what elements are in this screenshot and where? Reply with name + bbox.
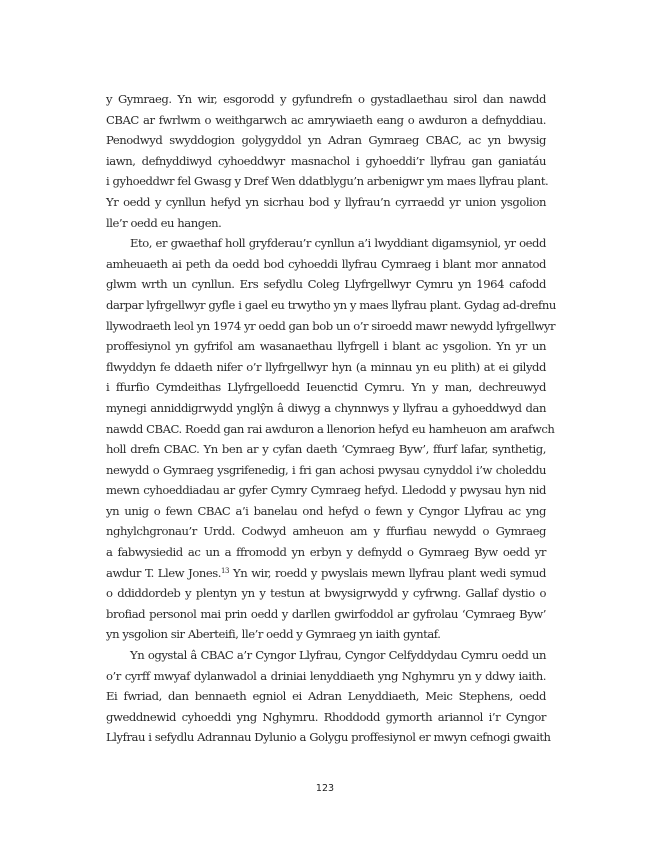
line-text: newydd o Gymraeg ysgrifenedig, i fri gan achosi pwysau cynyddol i’w choleddu xyxy=(106,462,546,477)
text-line xyxy=(106,645,546,666)
line-text: i gyhoeddwr fel Gwasg y Dref Wen ddatblygu’n arbenigwr ym maes llyfrau plant. xyxy=(106,174,549,189)
text-line xyxy=(106,398,546,419)
text-line xyxy=(106,213,546,234)
text-line xyxy=(106,542,546,563)
line-text: Eto, er gwaethaf holl gryfderau’r cynllun a’i lwyddiant digamsyniol, yr oedd xyxy=(130,236,546,251)
text-line xyxy=(106,130,546,151)
text-line xyxy=(106,254,546,275)
text-line xyxy=(106,501,546,522)
text-line xyxy=(106,233,546,254)
text-line xyxy=(106,110,546,131)
line-text: o ddiddordeb y plentyn yn y testun at bwysigrwydd y cyfrwng. Gallaf dystio o xyxy=(106,586,546,601)
line-text: llywodraeth leol yn 1974 yr oedd gan bob un o’r siroedd mawr newydd lyfrgellwyr xyxy=(106,318,556,333)
text-line xyxy=(106,727,551,748)
text-line xyxy=(106,521,546,542)
text-line xyxy=(106,192,546,213)
line-text: gweddnewid cyhoeddi yng Nghymru. Rhoddodd gymorth ariannol i’r Cyngor xyxy=(106,709,546,724)
text-line xyxy=(106,604,546,625)
line-text: iawn, defnyddiwyd cyhoeddwyr masnachol i gyhoeddi’r llyfrau gan ganiatáu xyxy=(106,153,546,168)
line-text: proffesiynol yn gyfrifol am wasanaethau llyfrgell i blant ac ysgolion. Yn yr un xyxy=(106,339,546,354)
line-text: amheuaeth ai peth da oedd bod cyhoeddi llyfrau Cymraeg i blant mor annatod xyxy=(106,256,546,271)
text-line xyxy=(106,439,546,460)
line-text: yn ysgolion sir Aberteifi, lle’r oedd y Gymraeg yn iaith gyntaf. xyxy=(106,627,441,642)
line-text: yn unig o fewn CBAC a’i banelau ond hefyd o fewn y Cyngor Llyfrau ac yng xyxy=(106,503,546,518)
text-line xyxy=(106,563,546,584)
text-line xyxy=(106,583,546,604)
text-line xyxy=(106,707,546,728)
line-text: Yr oedd y cynllun hefyd yn sicrhau bod y llyfrau’n cyrraedd yr union ysgolion xyxy=(106,194,546,209)
line-text: mynegi anniddigrwydd ynglŷn â diwyg a chynnwys y llyfrau a gyhoeddwyd dan xyxy=(106,400,546,415)
line-text: brofiad personol mai prin oedd y darllen gwirfoddol ar gyfrolau ‘Cymraeg Byw’ xyxy=(106,606,546,621)
text-line xyxy=(106,419,555,440)
line-text: mewn cyhoeddiadau ar gyfer Cymry Cymraeg hefyd. Lledodd y pwysau hyn nid xyxy=(106,483,546,498)
text-line xyxy=(106,357,546,378)
line-text: darpar lyfrgellwyr gyfle i gael eu trwytho yn y maes llyfrau plant. Gydag ad-drefnu xyxy=(106,297,556,312)
text-line xyxy=(106,151,546,172)
text-line xyxy=(106,666,546,687)
text-line xyxy=(106,295,556,316)
text-line xyxy=(106,89,546,110)
text-line xyxy=(106,686,546,707)
line-text: a fabwysiedid ac un a ffromodd yn erbyn y defnydd o Gymraeg Byw oedd yr xyxy=(106,545,546,560)
text-line xyxy=(106,336,546,357)
text-line xyxy=(106,274,546,295)
line-text: CBAC ar fwrlwm o weithgarwch ac amrywiaeth eang o awduron a defnyddiau. xyxy=(106,112,546,127)
line-text: lle’r oedd eu hangen. xyxy=(106,215,222,230)
line-text: Penodwyd swyddogion golygyddol yn Adran Gymraeg CBAC, ac yn bwysig xyxy=(106,133,546,148)
line-text: flwyddyn fe ddaeth nifer o’r llyfrgellwyr hyn (a minnau yn eu plith) at ei gilydd xyxy=(106,359,546,374)
line-text: Yn ogystal â CBAC a’r Cyngor Llyfrau, Cyngor Celfyddydau Cymru oedd un xyxy=(130,648,546,663)
line-text: Llyfrau i sefydlu Adrannau Dylunio a Golygu proffesiynol er mwyn cefnogi gwaith xyxy=(106,730,551,745)
line-text: awdur T. Llew Jones. xyxy=(106,565,222,580)
line-text: y Gymraeg. Yn wir, esgorodd y gyfundrefn o gystadlaethau sirol dan nawdd xyxy=(106,92,546,106)
line-text: holl drefn CBAC. Yn ben ar y cyfan daeth ‘Cymraeg Byw’, ffurf lafar, synthetig, xyxy=(106,442,546,457)
line-text: nawdd CBAC. Roedd gan rai awduron a llenorion hefyd eu hamheuon am arafwch xyxy=(106,421,555,436)
page-number: 123 xyxy=(315,783,335,794)
text-line xyxy=(106,480,546,501)
line-text: Ei fwriad, dan bennaeth egniol ei Adran Lenyddiaeth, Meic Stephens, oedd xyxy=(106,689,546,704)
line-text: i ffurfio Cymdeithas Llyfrgelloedd Ieuenctid Cymru. Yn y man, dechreuwyd xyxy=(106,380,546,395)
line-text: glwm wrth un cynllun. Ers sefydlu Coleg Llyfrgellwyr Cymru yn 1964 cafodd xyxy=(106,277,546,292)
line-text-continued: Yn wir, roedd y pwyslais mewn llyfrau plant wedi symud xyxy=(229,565,546,580)
line-text: o’r cyrff mwyaf dylanwadol a driniai lenyddiaeth yng Nghymru yn y ddwy iaith. xyxy=(106,668,546,683)
text-line xyxy=(106,377,546,398)
footnote-reference: 13 xyxy=(221,566,230,575)
line-text: nghylchgronau’r Urdd. Codwyd amheuon am y ffurfiau newydd o Gymraeg xyxy=(106,524,546,539)
text-line xyxy=(106,316,556,337)
text-line xyxy=(106,460,546,481)
body-text xyxy=(106,89,556,748)
text-line xyxy=(106,171,549,192)
text-line xyxy=(106,624,546,645)
